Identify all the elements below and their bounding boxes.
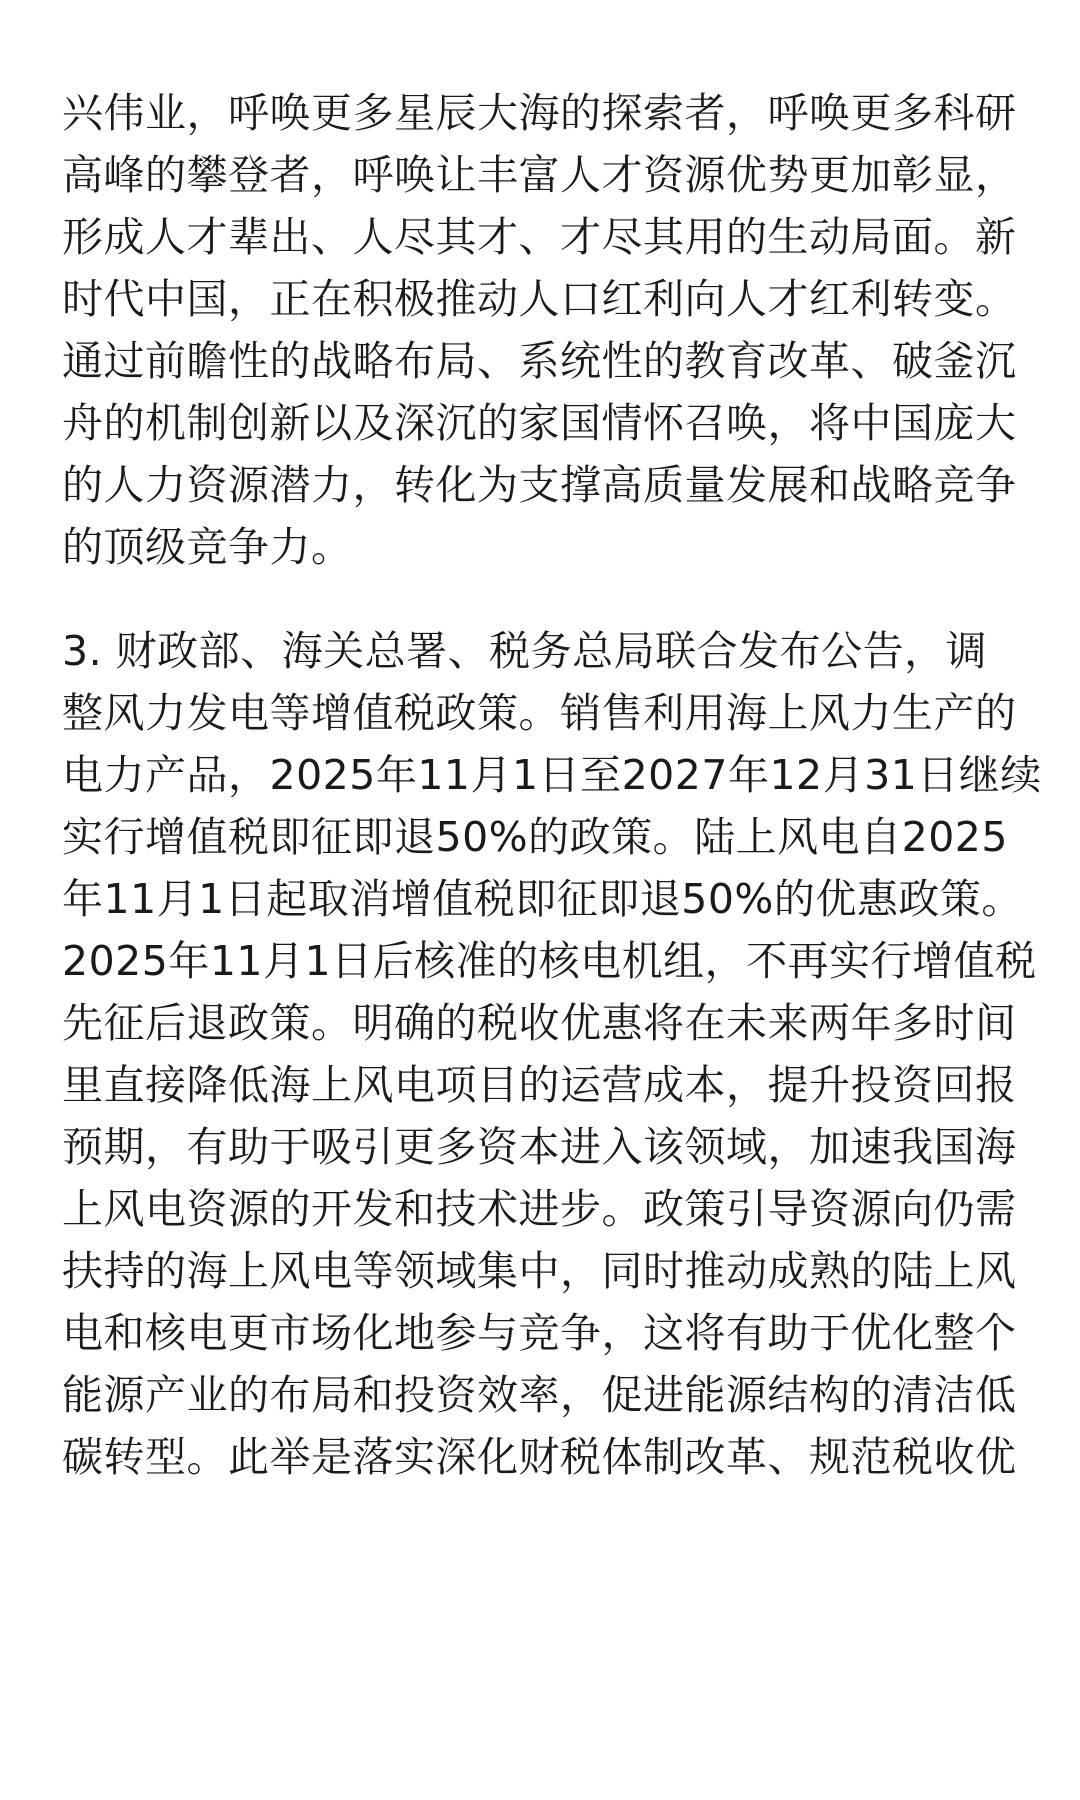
- text-line: 3. 财政部、海关总署、税务总局联合发布公告，调: [62, 627, 988, 675]
- text-line: 年11月1日起取消增值税即征即退50%的优惠政策。: [62, 875, 1023, 923]
- paragraph-item-3-tax-policy: [62, 620, 1042, 1488]
- text-line: 能源产业的布局和投资效率，促进能源结构的清洁低: [62, 1371, 1017, 1419]
- text-line: 先征后退政策。明确的税收优惠将在未来两年多时间: [62, 999, 1017, 1047]
- text-line: 里直接降低海上风电项目的运营成本，提升投资回报: [62, 1061, 1017, 1109]
- text-line: 碳转型。此举是落实深化财税体制改革、规范税收优: [62, 1433, 1017, 1481]
- text-line: 兴伟业，呼唤更多星辰大海的探索者，呼唤更多科研: [62, 89, 1017, 137]
- text-line: 的顶级竞争力。: [62, 523, 353, 571]
- text-line: 整风力发电等增值税政策。销售利用海上风力生产的: [62, 689, 1017, 737]
- text-line: 的人力资源潜力，转化为支撑高质量发展和战略竞争: [62, 461, 1017, 509]
- text-line: 扶持的海上风电等领域集中，同时推动成熟的陆上风: [62, 1247, 1017, 1295]
- text-line: 电和核电更市场化地参与竞争，这将有助于优化整个: [62, 1309, 1017, 1357]
- text-line: 高峰的攀登者，呼唤让丰富人才资源优势更加彰显，: [62, 151, 1017, 199]
- text-line: 上风电资源的开发和技术进步。政策引导资源向仍需: [62, 1185, 1017, 1233]
- article-body: [62, 82, 1042, 1488]
- text-line: 预期，有助于吸引更多资本进入该领域，加速我国海: [62, 1123, 1017, 1171]
- paragraph-talent: [62, 82, 1022, 578]
- text-line: 电力产品，2025年11月1日至2027年12月31日继续: [62, 751, 1042, 799]
- text-line: 形成人才辈出、人尽其才、才尽其用的生动局面。新: [62, 213, 1017, 261]
- text-line: 时代中国，正在积极推动人口红利向人才红利转变。: [62, 275, 1017, 323]
- text-line: 2025年11月1日后核准的核电机组，不再实行增值税: [62, 937, 1037, 985]
- text-line: 通过前瞻性的战略布局、系统性的教育改革、破釜沉: [62, 337, 1017, 385]
- text-line: 舟的机制创新以及深沉的家国情怀召唤，将中国庞大: [62, 399, 1017, 447]
- text-line: 实行增值税即征即退50%的政策。陆上风电自2025: [62, 813, 1008, 861]
